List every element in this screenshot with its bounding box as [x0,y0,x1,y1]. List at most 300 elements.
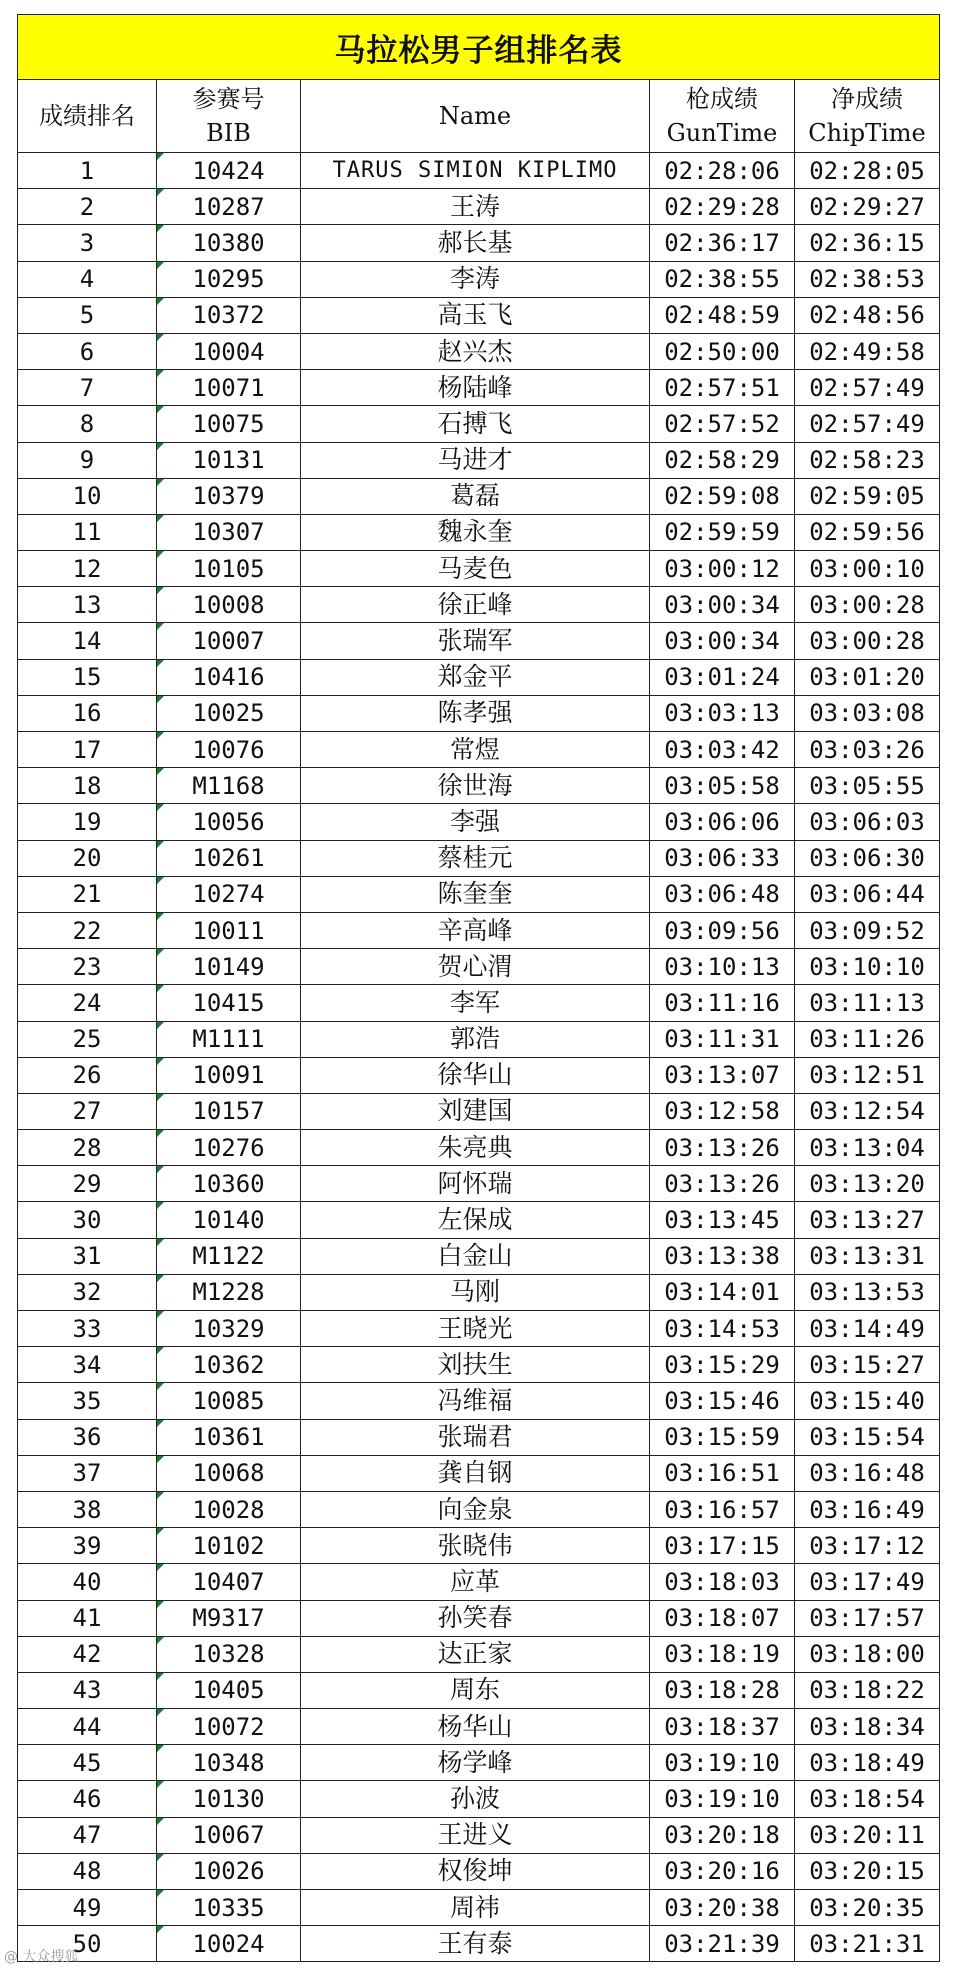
gun-time-cell: 03:00:12 [650,551,795,587]
rank-cell: 15 [18,659,157,695]
gun-time-cell: 03:09:56 [650,912,795,948]
table-row [18,912,940,948]
table-row [18,1455,940,1491]
bib-cell: 10026 [157,1853,301,1889]
gun-time-cell: 03:05:58 [650,768,795,804]
header-bib-label-en: BIB [206,119,251,147]
gun-time-cell: 03:15:46 [650,1383,795,1419]
chip-time-cell: 03:13:04 [795,1130,940,1166]
chip-time-cell: 03:13:27 [795,1202,940,1238]
chip-time-cell: 03:03:26 [795,732,940,768]
bib-cell: 10011 [157,912,301,948]
chip-time-cell: 03:18:49 [795,1745,940,1781]
table-row [18,1636,940,1672]
name-cell: 郑金平 [301,659,650,695]
rank-cell: 32 [18,1274,157,1310]
bib-cell: 10348 [157,1745,301,1781]
name-cell: 徐世海 [301,768,650,804]
gun-time-cell: 02:38:55 [650,261,795,297]
name-cell: 辛高峰 [301,912,650,948]
name-cell: 陈奎奎 [301,876,650,912]
chip-time-cell: 03:16:49 [795,1491,940,1527]
name-cell: 郭浩 [301,1021,650,1057]
rank-cell: 17 [18,732,157,768]
name-cell: 马刚 [301,1274,650,1310]
bib-cell: 10329 [157,1311,301,1347]
table-row [18,1781,940,1817]
header-chip-label-cn: 净成绩 [831,85,903,113]
header-name-label: Name [438,102,512,130]
table-row [18,1311,940,1347]
rank-cell: 16 [18,695,157,731]
chip-time-cell: 03:15:40 [795,1383,940,1419]
header-chip-time [795,80,940,153]
bib-cell: 10379 [157,478,301,514]
bib-cell: 10328 [157,1636,301,1672]
rank-cell: 10 [18,478,157,514]
table-row [18,1238,940,1274]
rank-cell: 14 [18,623,157,659]
table-row [18,1130,940,1166]
chip-time-cell: 03:18:54 [795,1781,940,1817]
bib-cell: 10130 [157,1781,301,1817]
rank-cell: 20 [18,840,157,876]
table-row [18,1093,940,1129]
gun-time-cell: 03:10:13 [650,949,795,985]
gun-time-cell: 03:11:31 [650,1021,795,1057]
name-cell: 刘扶生 [301,1347,650,1383]
chip-time-cell: 03:14:49 [795,1311,940,1347]
name-cell: 蔡桂元 [301,840,650,876]
table-row [18,1166,940,1202]
bib-cell: 10372 [157,297,301,333]
gun-time-cell: 03:13:38 [650,1238,795,1274]
table-row [18,1274,940,1310]
name-cell: 杨学峰 [301,1745,650,1781]
chip-time-cell: 03:17:12 [795,1528,940,1564]
name-cell: 徐华山 [301,1057,650,1093]
name-cell: 权俊坤 [301,1853,650,1889]
table-row [18,1057,940,1093]
gun-time-cell: 02:36:17 [650,225,795,261]
rank-cell: 11 [18,514,157,550]
bib-cell: M9317 [157,1600,301,1636]
header-bib-label-cn: 参赛号 [192,85,265,113]
table-row [18,1564,940,1600]
chip-time-cell: 03:00:28 [795,623,940,659]
name-cell: 孙波 [301,1781,650,1817]
chip-time-cell: 02:28:05 [795,153,940,189]
rank-cell: 37 [18,1455,157,1491]
bib-cell: 10024 [157,1926,301,1962]
chip-time-cell: 03:06:44 [795,876,940,912]
rank-cell: 50 [18,1926,157,1962]
gun-time-cell: 03:13:26 [650,1130,795,1166]
bib-cell: 10335 [157,1890,301,1926]
table-row [18,840,940,876]
rank-cell: 3 [18,225,157,261]
gun-time-cell: 02:58:29 [650,442,795,478]
header-gun-label-cn: 枪成绩 [686,85,758,113]
bib-cell: 10362 [157,1347,301,1383]
chip-time-cell: 02:49:58 [795,333,940,369]
table-row [18,1890,940,1926]
gun-time-cell: 02:50:00 [650,333,795,369]
name-cell: 张晓伟 [301,1528,650,1564]
bib-cell: M1228 [157,1274,301,1310]
rank-cell: 5 [18,297,157,333]
gun-time-cell: 03:18:28 [650,1672,795,1708]
header-chip-label-en: ChipTime [808,119,926,147]
header-row [18,80,940,153]
gun-time-cell: 03:13:45 [650,1202,795,1238]
bib-cell: 10360 [157,1166,301,1202]
name-cell: 陈孝强 [301,695,650,731]
rank-cell: 43 [18,1672,157,1708]
name-cell: 龚自钢 [301,1455,650,1491]
table-row [18,949,940,985]
chip-time-cell: 03:20:15 [795,1853,940,1889]
bib-cell: 10307 [157,514,301,550]
name-cell: 赵兴杰 [301,333,650,369]
name-cell: 王进义 [301,1817,650,1853]
header-bib [157,80,301,153]
name-cell: 孙笑春 [301,1600,650,1636]
bib-cell: 10102 [157,1528,301,1564]
rank-cell: 39 [18,1528,157,1564]
gun-time-cell: 03:14:01 [650,1274,795,1310]
chip-time-cell: 03:18:00 [795,1636,940,1672]
table-row [18,1817,940,1853]
chip-time-cell: 02:38:53 [795,261,940,297]
name-cell: 朱亮典 [301,1130,650,1166]
table-row [18,514,940,550]
rank-cell: 22 [18,912,157,948]
name-cell: 李涛 [301,261,650,297]
chip-time-cell: 03:00:10 [795,551,940,587]
rank-cell: 38 [18,1491,157,1527]
chip-time-cell: 02:59:05 [795,478,940,514]
rank-cell: 6 [18,333,157,369]
gun-time-cell: 03:03:42 [650,732,795,768]
bib-cell: 10091 [157,1057,301,1093]
table-row [18,623,940,659]
bib-cell: 10274 [157,876,301,912]
table-row [18,297,940,333]
gun-time-cell: 03:01:24 [650,659,795,695]
table-row [18,406,940,442]
table-row [18,478,940,514]
chip-time-cell: 03:10:10 [795,949,940,985]
table-row [18,1672,940,1708]
gun-time-cell: 03:13:07 [650,1057,795,1093]
chip-time-cell: 03:11:26 [795,1021,940,1057]
gun-time-cell: 02:59:08 [650,478,795,514]
table-row [18,659,940,695]
bib-cell: 10140 [157,1202,301,1238]
chip-time-cell: 02:58:23 [795,442,940,478]
rank-cell: 33 [18,1311,157,1347]
name-cell: 常煜 [301,732,650,768]
gun-time-cell: 03:14:53 [650,1311,795,1347]
name-cell: 李军 [301,985,650,1021]
chip-time-cell: 03:00:28 [795,587,940,623]
chip-time-cell: 03:13:31 [795,1238,940,1274]
chip-time-cell: 03:01:20 [795,659,940,695]
rank-cell: 23 [18,949,157,985]
name-cell: 杨陆峰 [301,370,650,406]
name-cell: 石搏飞 [301,406,650,442]
rank-cell: 18 [18,768,157,804]
chip-time-cell: 03:17:57 [795,1600,940,1636]
rank-cell: 49 [18,1890,157,1926]
chip-time-cell: 03:06:03 [795,804,940,840]
gun-time-cell: 02:48:59 [650,297,795,333]
name-cell: 王晓光 [301,1311,650,1347]
rank-cell: 12 [18,551,157,587]
bib-cell: 10028 [157,1491,301,1527]
table-row [18,1347,940,1383]
table-row [18,1202,940,1238]
rank-cell: 47 [18,1817,157,1853]
bib-cell: 10071 [157,370,301,406]
chip-time-cell: 02:57:49 [795,406,940,442]
gun-time-cell: 03:06:48 [650,876,795,912]
table-row [18,695,940,731]
gun-time-cell: 03:12:58 [650,1093,795,1129]
rank-cell: 9 [18,442,157,478]
name-cell: TARUS SIMION KIPLIMO [301,153,650,189]
rank-cell: 27 [18,1093,157,1129]
name-cell: 左保成 [301,1202,650,1238]
table-row [18,732,940,768]
gun-time-cell: 03:20:16 [650,1853,795,1889]
table-row [18,1491,940,1527]
table-row [18,1021,940,1057]
chip-time-cell: 03:12:51 [795,1057,940,1093]
name-cell: 达正家 [301,1636,650,1672]
chip-time-cell: 03:15:27 [795,1347,940,1383]
bib-cell: 10405 [157,1672,301,1708]
bib-cell: 10261 [157,840,301,876]
name-cell: 王有泰 [301,1926,650,1962]
rank-cell: 30 [18,1202,157,1238]
bib-cell: 10131 [157,442,301,478]
bib-cell: 10072 [157,1709,301,1745]
chip-time-cell: 03:18:34 [795,1709,940,1745]
name-cell: 应革 [301,1564,650,1600]
name-cell: 郝长基 [301,225,650,261]
name-cell: 杨华山 [301,1709,650,1745]
bib-cell: 10025 [157,695,301,731]
table-row [18,261,940,297]
rank-cell: 36 [18,1419,157,1455]
rank-cell: 28 [18,1130,157,1166]
rank-cell: 34 [18,1347,157,1383]
gun-time-cell: 03:06:06 [650,804,795,840]
bib-cell: 10068 [157,1455,301,1491]
bib-cell: 10380 [157,225,301,261]
bib-cell: 10075 [157,406,301,442]
name-cell: 贺心渭 [301,949,650,985]
gun-time-cell: 03:18:07 [650,1600,795,1636]
watermark-text: @ 大众搜狐 [4,1949,79,1965]
chip-time-cell: 03:21:31 [795,1926,940,1962]
chip-time-cell: 02:29:27 [795,189,940,225]
chip-time-cell: 02:36:15 [795,225,940,261]
gun-time-cell: 02:28:06 [650,153,795,189]
table-row [18,1419,940,1455]
chip-time-cell: 03:15:54 [795,1419,940,1455]
name-cell: 张瑞军 [301,623,650,659]
rank-cell: 41 [18,1600,157,1636]
rank-cell: 8 [18,406,157,442]
bib-cell: 10416 [157,659,301,695]
bib-cell: 10157 [157,1093,301,1129]
chip-time-cell: 03:20:11 [795,1817,940,1853]
rank-cell: 40 [18,1564,157,1600]
gun-time-cell: 03:20:38 [650,1890,795,1926]
rank-cell: 46 [18,1781,157,1817]
header-rank [18,80,157,153]
bib-cell: 10149 [157,949,301,985]
name-cell: 徐正峰 [301,587,650,623]
gun-time-cell: 02:59:59 [650,514,795,550]
name-cell: 高玉飞 [301,297,650,333]
bib-cell: M1122 [157,1238,301,1274]
table-row [18,1709,940,1745]
table-row [18,442,940,478]
gun-time-cell: 03:03:13 [650,695,795,731]
table-row [18,1926,940,1962]
name-cell: 周祎 [301,1890,650,1926]
table-title: 马拉松男子组排名表 [18,15,940,80]
name-cell: 周东 [301,1672,650,1708]
bib-cell: 10008 [157,587,301,623]
rank-cell: 1 [18,153,157,189]
rank-cell: 44 [18,1709,157,1745]
bib-cell: 10415 [157,985,301,1021]
rank-cell: 26 [18,1057,157,1093]
rank-cell: 25 [18,1021,157,1057]
name-cell: 葛磊 [301,478,650,514]
name-cell: 张瑞君 [301,1419,650,1455]
bib-cell: 10085 [157,1383,301,1419]
chip-time-cell: 03:03:08 [795,695,940,731]
table-row [18,1528,940,1564]
chip-time-cell: 03:13:53 [795,1274,940,1310]
chip-time-cell: 03:18:22 [795,1672,940,1708]
rank-cell: 24 [18,985,157,1021]
gun-time-cell: 03:06:33 [650,840,795,876]
gun-time-cell: 03:13:26 [650,1166,795,1202]
rank-cell: 21 [18,876,157,912]
rank-cell: 19 [18,804,157,840]
gun-time-cell: 03:16:51 [650,1455,795,1491]
gun-time-cell: 03:16:57 [650,1491,795,1527]
name-cell: 魏永奎 [301,514,650,550]
gun-time-cell: 03:11:16 [650,985,795,1021]
table-row [18,985,940,1021]
name-cell: 王涛 [301,189,650,225]
chip-time-cell: 03:20:35 [795,1890,940,1926]
rank-cell: 35 [18,1383,157,1419]
header-gun-label-en: GunTime [666,119,778,147]
gun-time-cell: 03:18:03 [650,1564,795,1600]
name-cell: 李强 [301,804,650,840]
header-rank-label: 成绩排名 [39,102,135,130]
bib-cell: M1111 [157,1021,301,1057]
table-row [18,189,940,225]
gun-time-cell: 03:19:10 [650,1745,795,1781]
table-row [18,225,940,261]
chip-time-cell: 03:13:20 [795,1166,940,1202]
name-cell: 马麦色 [301,551,650,587]
chip-time-cell: 03:16:48 [795,1455,940,1491]
chip-time-cell: 03:11:13 [795,985,940,1021]
chip-time-cell: 03:12:54 [795,1093,940,1129]
table-row [18,333,940,369]
chip-time-cell: 03:17:49 [795,1564,940,1600]
gun-time-cell: 03:19:10 [650,1781,795,1817]
header-name [301,80,650,153]
chip-time-cell: 02:48:56 [795,297,940,333]
bib-cell: 10361 [157,1419,301,1455]
bib-cell: M1168 [157,768,301,804]
table-row [18,153,940,189]
chip-time-cell: 03:06:30 [795,840,940,876]
name-cell: 阿怀瑞 [301,1166,650,1202]
table-row [18,587,940,623]
rank-cell: 42 [18,1636,157,1672]
bib-cell: 10295 [157,261,301,297]
rank-cell: 31 [18,1238,157,1274]
header-gun-time [650,80,795,153]
chip-time-cell: 03:05:55 [795,768,940,804]
table-row [18,370,940,406]
ranking-table [17,14,940,1962]
gun-time-cell: 03:21:39 [650,1926,795,1962]
bib-cell: 10004 [157,333,301,369]
bib-cell: 10007 [157,623,301,659]
gun-time-cell: 03:17:15 [650,1528,795,1564]
bib-cell: 10287 [157,189,301,225]
bib-cell: 10076 [157,732,301,768]
table-row [18,551,940,587]
name-cell: 白金山 [301,1238,650,1274]
gun-time-cell: 03:15:29 [650,1347,795,1383]
bib-cell: 10407 [157,1564,301,1600]
table-row [18,768,940,804]
gun-time-cell: 03:00:34 [650,623,795,659]
table-row [18,1383,940,1419]
gun-time-cell: 03:20:18 [650,1817,795,1853]
rank-cell: 45 [18,1745,157,1781]
gun-time-cell: 03:15:59 [650,1419,795,1455]
chip-time-cell: 02:59:56 [795,514,940,550]
rank-cell: 48 [18,1853,157,1889]
gun-time-cell: 02:57:52 [650,406,795,442]
name-cell: 向金泉 [301,1491,650,1527]
name-cell: 冯维福 [301,1383,650,1419]
table-body [18,153,940,1962]
table-row [18,876,940,912]
name-cell: 马进才 [301,442,650,478]
gun-time-cell: 03:18:37 [650,1709,795,1745]
name-cell: 刘建国 [301,1093,650,1129]
bib-cell: 10056 [157,804,301,840]
bib-cell: 10424 [157,153,301,189]
